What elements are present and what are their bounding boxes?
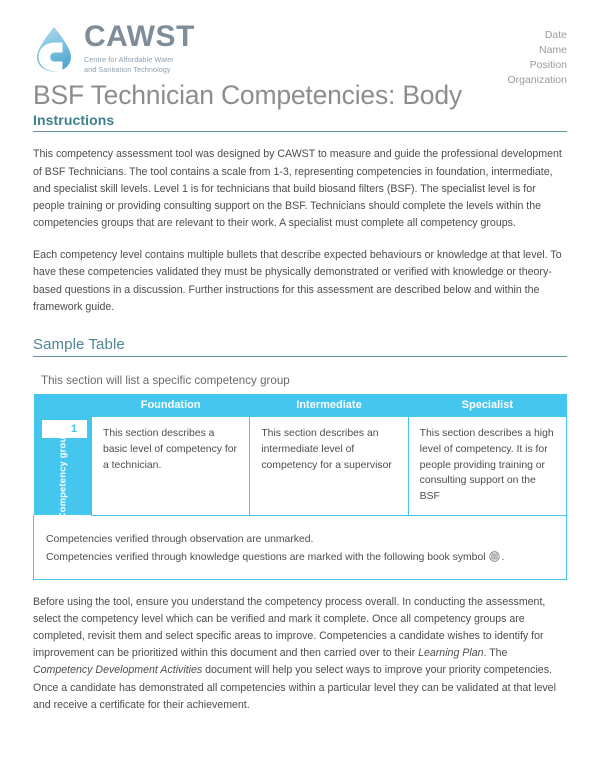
table-row (34, 416, 567, 515)
closing-learning-plan: Learning Plan (418, 647, 484, 660)
notes-knowledge-text: Competencies verified through knowledge questions are marked with the following book symbol (46, 551, 486, 563)
competency-group-number: 1 (42, 420, 88, 438)
document-header (33, 0, 567, 86)
table-header-foundation: Foundation (92, 394, 250, 417)
table-header-intermediate: Intermediate (250, 394, 408, 417)
logo-tagline-line2: and Sanitation Technology (84, 64, 171, 74)
table-caption: This section will list a specific competency group (41, 373, 290, 387)
logo-tagline (84, 55, 195, 74)
paragraph-closing (33, 594, 567, 714)
table-notes-cell (34, 522, 567, 579)
competency-group-label: Competency group (56, 431, 68, 520)
table-header-corner (34, 394, 92, 417)
book-symbol-icon (489, 551, 500, 569)
logo-text-block (84, 22, 195, 74)
header-field-list (507, 22, 567, 88)
cawst-logo (33, 22, 195, 74)
paragraph-levels: Each competency level contains multiple bullets that describe expected behaviours or knowledge at that level. To have these competencies validated they must be physically demonstrated or verified with knowledge or theory-based questions in a discussion. Further instructions for this assessment are described below and within the framework guide. (33, 249, 562, 313)
cell-foundation-description: This section describes a basic level of competency for a technician. (92, 416, 250, 515)
table-notes-row (34, 522, 567, 579)
water-drop-logo-icon (33, 24, 75, 72)
notes-line-knowledge (46, 549, 556, 569)
logo-tagline-line1: Centre for Affordable Water (84, 55, 174, 64)
section-heading-instructions: Instructions (33, 112, 567, 132)
paragraph-intro: This competency assessment tool was designed by CAWST to measure and guide the professional development of BSF Technicians. The tool contains a scale from 1-3, representing competencies in foundation, intermediate, and specialist skill levels. Level 1 is for technicians that build biosand filters (BSF). The specialist level is for people training or providing consulting support on the BSF. Technicians should complete the levels within the competencies groups that are relevant to their work. A specialist must complete all competency groups. (33, 148, 562, 230)
page-title: BSF Technician Competencies: Body (33, 80, 462, 110)
competency-group-cell (34, 416, 92, 520)
cell-intermediate-description: This section describes an intermediate level of competency for a supervisor (250, 416, 408, 515)
header-field-name: Name (538, 43, 567, 56)
sample-competency-table (33, 394, 567, 580)
closing-text-part2: . The (483, 647, 508, 660)
competency-group-label-wrap (34, 431, 92, 520)
notes-line-observation: Competencies verified through observation are unmarked. (46, 533, 314, 545)
header-field-position: Position (529, 58, 567, 71)
notes-knowledge-period: . (501, 551, 505, 563)
section-heading-sample-table: Sample Table (33, 336, 567, 357)
closing-text-part3: document will help you select ways to improve your priority competencies. Once a candidate has demonstrated all competencies within a particular level they can be validated at that level and receive a certificate for their achievement. (33, 664, 556, 711)
header-field-date: Date (544, 29, 567, 41)
logo-wordmark: CAWST (84, 20, 195, 53)
table-header-specialist: Specialist (408, 394, 566, 417)
cell-specialist-description: This section describes a high level of competency. It is for people providing training or consulting support on the BSF (408, 416, 566, 515)
header-field-organization: Organization (507, 73, 567, 86)
table-header-row (34, 394, 567, 417)
closing-cda-document: Competency Development Activities (33, 664, 203, 677)
closing-text-part1: Before using the tool, ensure you understand the competency process overall. In conducting the assessment, select the competency level which can be verified and mark it complete. Once all competency groups are completed, revisit them and select specific areas to improve. Competencies a candidate wishes to identify for improvement can be prioritized within this document and then carried over to their (33, 595, 546, 660)
